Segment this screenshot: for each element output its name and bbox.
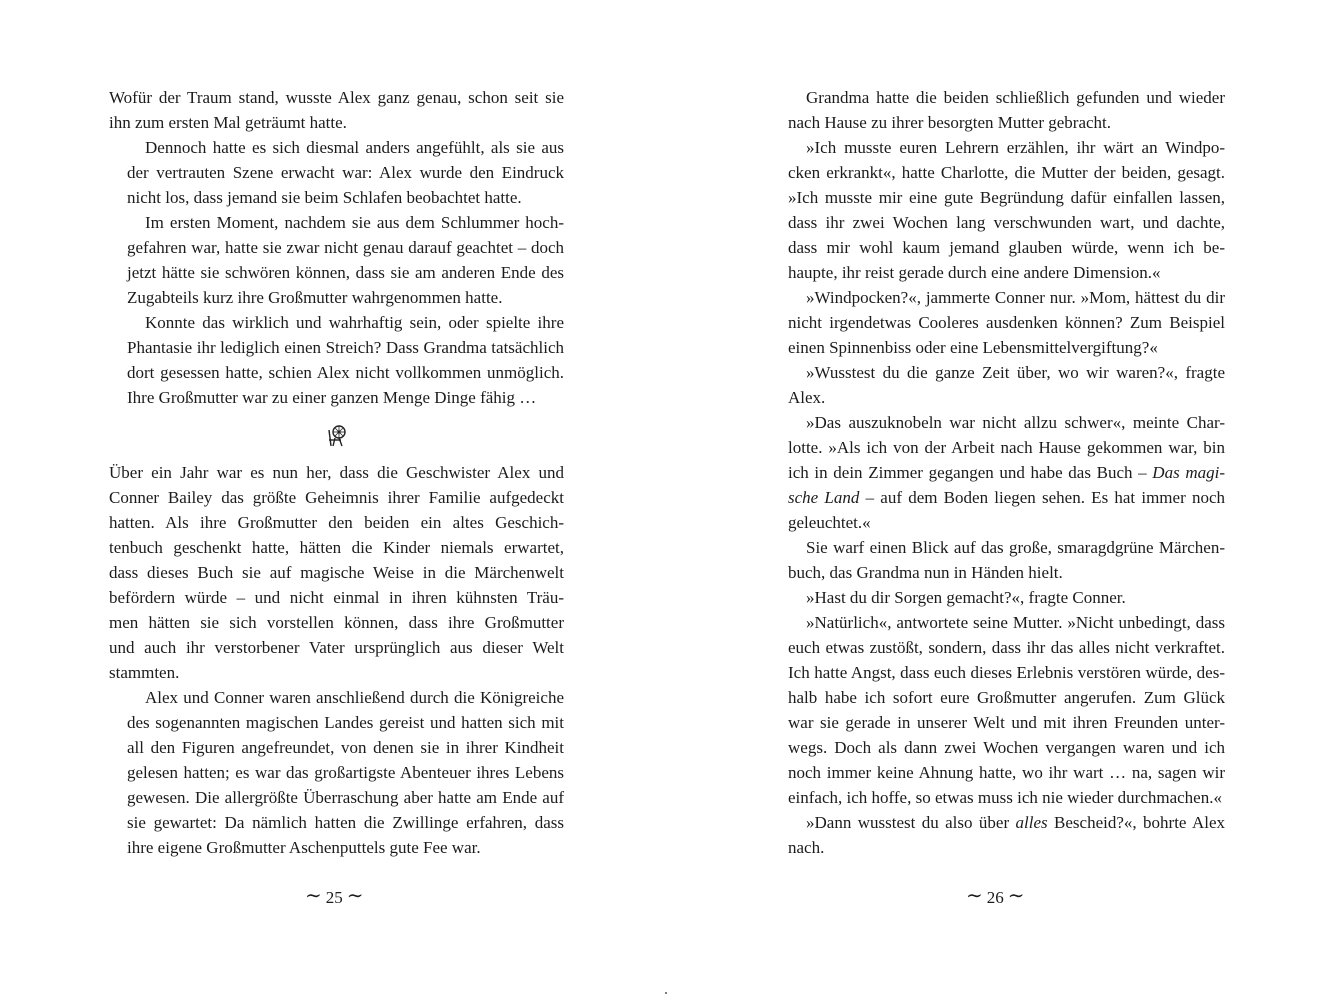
page-number-right (966, 885, 1025, 908)
text-line: Sie warf einen Blick auf das große, smaragdgrüne Märchen- (806, 538, 1225, 557)
paragraph (770, 85, 1225, 135)
text-line: lotte. »Als ich von der Arbeit nach Hause gekommen war, bin (788, 438, 1225, 457)
paragraph (109, 210, 564, 310)
text-line: »Ich musste euren Lehrern erzählen, ihr wärt an Windpo- (806, 138, 1225, 157)
text-line: der vertrauten Szene erwacht war: Alex wurde den Eindruck (127, 163, 564, 182)
text-line: »Das auszuknobeln war nicht allzu schwer«, meinte Char- (806, 413, 1225, 432)
text-line: stammten. (109, 663, 180, 682)
text-line: haupte, ihr reist gerade durch eine andere Dimension.« (788, 263, 1161, 282)
paragraph (109, 685, 564, 860)
text-line: und auch ihr verstorbener Vater ursprünglich aus dieser Welt (109, 638, 564, 657)
text-line: halb habe ich sofort eure Großmutter angerufen. Zum Glück (788, 688, 1225, 707)
text-line: ihn zum ersten Mal geträumt hatte. (109, 113, 347, 132)
paragraph (770, 360, 1225, 410)
text-line: »Windpocken?«, jammerte Conner nur. »Mom, hättest du dir (806, 288, 1225, 307)
folio-ornament: ∼ (305, 885, 322, 907)
text-line: »Ich musste mir eine gute Begründung dafür einfallen lassen, (788, 188, 1225, 207)
paragraph (109, 460, 564, 685)
text-line: hatten. Als ihre Großmutter den beiden ein altes Geschich- (109, 513, 564, 532)
text-line: ich in dein Zimmer gegangen und habe das Buch – Das magi- (788, 463, 1225, 482)
paragraph (770, 135, 1225, 285)
text-line: Dennoch hatte es sich diesmal anders angefühlt, als sie aus (145, 138, 564, 157)
page-number: 25 (325, 888, 343, 907)
text-line: Ihre Großmutter war zu einer ganzen Menge Dinge fähig … (127, 388, 537, 407)
paragraph (770, 610, 1225, 810)
left-page-paragraphs-after (109, 460, 564, 860)
text-line: Alex und Conner waren anschließend durch die Königreiche (145, 688, 564, 707)
text-line: Wofür der Traum stand, wusste Alex ganz genau, schon seit sie (109, 88, 564, 107)
text-line: nach Hause zu ihrer besorgten Mutter gebracht. (788, 113, 1112, 132)
text-line: Phantasie ihr lediglich einen Streich? Dass Grandma tatsächlich (127, 338, 564, 357)
text-line: euch etwas zustößt, sondern, dass ihr das alles nicht verkraftet. (788, 638, 1225, 657)
paragraph (109, 135, 564, 210)
text-line: »Hast du dir Sorgen gemacht?«, fragte Conner. (806, 588, 1126, 607)
left-page-paragraphs-before (109, 85, 564, 410)
paragraph (770, 535, 1225, 585)
text-line: dass mir wohl kaum jemand glauben würde, wenn ich be- (788, 238, 1225, 257)
spinning-wheel-icon (326, 424, 348, 448)
text-line: all den Figuren angefreundet, von denen sie in ihrer Kindheit (127, 738, 564, 757)
paragraph (109, 310, 564, 410)
folio-ornament: ∼ (346, 885, 364, 907)
text-line: noch immer keine Ahnung hatte, wo ihr wart … na, sagen wir (788, 763, 1225, 782)
text-line: nicht irgendetwas Cooleres ausdenken können? Zum Beispiel (788, 313, 1225, 332)
paragraph (770, 810, 1225, 860)
text-line: Konnte das wirklich und wahrhaftig sein, oder spielte ihre (145, 313, 564, 332)
page-number-left (305, 885, 364, 908)
text-line: jetzt hätte sie schwören können, dass sie am anderen Ende des (127, 263, 564, 282)
folio-ornament: ∼ (966, 885, 983, 907)
text-line: »Natürlich«, antwortete seine Mutter. »Nicht unbedingt, dass (806, 613, 1225, 632)
page-number: 26 (986, 888, 1004, 907)
folio-ornament: ∼ (1007, 885, 1025, 907)
text-line: einen Spinnenbiss oder eine Lebensmittelvergiftung?« (788, 338, 1158, 357)
text-line: nach. (788, 838, 825, 857)
text-line: geleuchtet.« (788, 513, 871, 532)
paragraph (770, 285, 1225, 360)
text-line: men hätten sie sich vorstellen können, dass ihre Großmutter (109, 613, 564, 632)
text-line: tenbuch geschenkt hatte, hätten die Kinder niemals erwartet, (109, 538, 564, 557)
section-ornament (109, 410, 564, 460)
text-line: ihre eigene Großmutter Aschenputtels gute Fee war. (127, 838, 481, 857)
text-line: cken erkrankt«, hatte Charlotte, die Mutter der beiden, gesagt. (788, 163, 1225, 182)
text-line: Im ersten Moment, nachdem sie aus dem Schlummer hoch- (145, 213, 564, 232)
text-line: Conner Bailey das größte Geheimnis ihrer Familie aufgedeckt (109, 488, 564, 507)
text-line: Grandma hatte die beiden schließlich gefunden und wieder (806, 88, 1225, 107)
text-line: gefahren war, hatte sie zwar nicht genau darauf geachtet – doch (127, 238, 564, 257)
left-page (109, 85, 564, 860)
gutter-mark (665, 992, 667, 994)
text-line: buch, das Grandma nun in Händen hielt. (788, 563, 1063, 582)
text-line: nicht los, dass jemand sie beim Schlafen beobachtet hatte. (127, 188, 522, 207)
text-line: des sogenannten magischen Landes gereist und hatten sich mit (127, 713, 564, 732)
right-page (770, 85, 1225, 860)
text-line: gewesen. Die allergrößte Überraschung aber hatte am Ende auf (127, 788, 564, 807)
text-line: Zugabteils kurz ihre Großmutter wahrgenommen hatte. (127, 288, 503, 307)
text-line: Alex. (788, 388, 826, 407)
text-line: dass dieses Buch sie auf magische Weise in die Märchenwelt (109, 563, 564, 582)
text-line: war sie gerade in unserer Welt und mit ihren Freunden unter- (788, 713, 1225, 732)
text-line: gelesen hatten; es war das großartigste Abenteuer ihres Lebens (127, 763, 564, 782)
text-line: sie gewartet: Da nämlich hatten die Zwillinge erfahren, dass (127, 813, 564, 832)
paragraph (109, 85, 564, 135)
text-line: wegs. Doch als dann zwei Wochen vergangen waren und ich (788, 738, 1225, 757)
text-line: dass ihr zwei Wochen lang verschwunden wart, und dachte, (788, 213, 1225, 232)
text-line: Ich hatte Angst, dass euch dieses Erlebnis verstören würde, des- (788, 663, 1225, 682)
paragraph (770, 410, 1225, 535)
text-line: »Wusstest du die ganze Zeit über, wo wir waren?«, fragte (806, 363, 1225, 382)
text-line: sche Land – auf dem Boden liegen sehen. Es hat immer noch (788, 488, 1225, 507)
text-line: »Dann wusstest du also über alles Bescheid?«, bohrte Alex (806, 813, 1225, 832)
right-page-paragraphs (770, 85, 1225, 860)
text-line: einfach, ich hoffe, so etwas muss ich nie wieder durchmachen.« (788, 788, 1222, 807)
text-line: befördern würde – und nicht einmal in ihren kühnsten Träu- (109, 588, 564, 607)
text-line: Über ein Jahr war es nun her, dass die Geschwister Alex und (109, 463, 564, 482)
paragraph (770, 585, 1225, 610)
text-line: dort gesessen hatte, schien Alex nicht vollkommen unmöglich. (127, 363, 564, 382)
